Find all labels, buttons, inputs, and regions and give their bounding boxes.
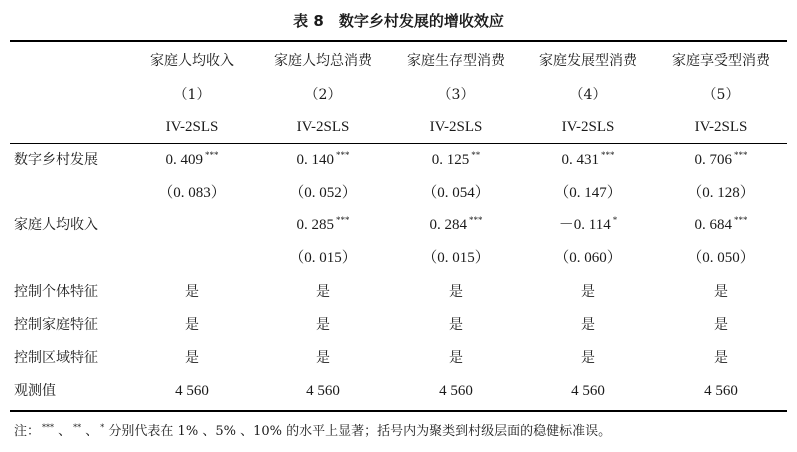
coefficient-cell [523,151,653,169]
observations-value: 4 560 [704,383,738,399]
table-title: 表 8 数字乡村发展的增收效应 [293,12,504,30]
coefficient-value: －0. 114 [558,217,611,233]
column-header-name: 家庭人均总消费 [274,53,372,69]
coefficient-value: 0. 285 [296,217,334,233]
significance-stars: * [612,215,618,225]
standard-error-cell: （0. 060） [554,250,622,266]
note-star-2: ** [73,422,82,432]
column-header-name: 家庭生存型消费 [407,53,505,69]
column-header-name: 家庭人均收入 [150,53,234,69]
standard-error-cell: （0. 015） [289,250,357,266]
column-header-method: IV-2SLS [296,119,350,135]
coefficient-cell [656,216,786,234]
column-header-number: （5） [702,87,740,103]
control-value: 是 [316,350,330,366]
column-header-method: IV-2SLS [694,119,748,135]
coefficient-value: 0. 431 [561,152,599,168]
table-note [14,420,611,439]
column-header-name: 家庭发展型消费 [539,53,637,69]
control-value: 是 [581,317,595,333]
observations-value: 4 560 [306,383,340,399]
coefficient-value: 0. 409 [165,152,203,168]
control-value: 是 [449,350,463,366]
note-star-1: *** [42,422,55,432]
coefficient-cell [656,151,786,169]
coefficient-cell [391,151,521,169]
column-header-number: （4） [569,87,607,103]
row-label: 数字乡村发展 [14,152,98,168]
column-header-number: （2） [304,87,342,103]
standard-error-cell: （0. 050） [687,250,755,266]
control-value: 是 [185,284,199,300]
coefficient-value: 0. 706 [694,152,732,168]
coefficient-cell [258,151,388,169]
control-row-label: 控制区域特征 [14,350,98,366]
standard-error-cell: （0. 054） [422,185,490,201]
control-value: 是 [449,317,463,333]
control-value: 是 [714,284,728,300]
control-value: 是 [714,317,728,333]
note-sep-1: 、 [54,424,72,439]
coefficient-value: 0. 125 [431,152,470,168]
standard-error-cell: （0. 052） [289,185,357,201]
note-prefix: 注： [14,424,41,439]
coefficient-value: 0. 684 [694,217,732,233]
column-header-method: IV-2SLS [165,119,219,135]
control-value: 是 [714,350,728,366]
observations-value: 4 560 [439,383,473,399]
column-header-name: 家庭享受型消费 [672,53,770,69]
significance-stars: *** [469,215,483,225]
note-text: 分别代表在 1% 、5% 、10% 的水平上显著；括号内为聚类到村级层面的稳健标准误。 [104,424,612,439]
coefficient-cell [127,151,257,169]
control-row-label: 控制家庭特征 [14,317,98,333]
column-header-number: （3） [437,87,475,103]
observations-value: 4 560 [571,383,605,399]
significance-stars: *** [336,215,350,225]
significance-stars: *** [734,150,748,160]
control-value: 是 [185,317,199,333]
standard-error-cell: （0. 015） [422,250,490,266]
observations-label: 观测值 [14,383,56,399]
control-value: 是 [316,284,330,300]
standard-error-cell: （0. 128） [687,185,755,201]
column-header-method: IV-2SLS [429,119,483,135]
header-rule [10,143,787,144]
standard-error-cell: （0. 147） [554,185,622,201]
control-row-label: 控制个体特征 [14,284,98,300]
control-value: 是 [581,350,595,366]
control-value: 是 [185,350,199,366]
coefficient-value: 0. 140 [296,152,334,168]
row-label: 家庭人均收入 [14,217,98,233]
significance-stars: *** [205,150,219,160]
significance-stars: ** [471,150,481,160]
significance-stars: *** [601,150,615,160]
standard-error-cell: （0. 083） [158,185,226,201]
coefficient-cell [258,216,388,234]
coefficient-cell [127,216,257,234]
note-sep-2: 、 [81,424,99,439]
note-star-3: * [100,422,105,432]
significance-stars: *** [336,150,350,160]
coefficient-cell [523,216,653,234]
column-header-number: （1） [173,87,211,103]
control-value: 是 [581,284,595,300]
column-header-method: IV-2SLS [561,119,615,135]
bottom-rule [10,410,787,412]
significance-stars: *** [734,215,748,225]
coefficient-value: 0. 284 [429,217,467,233]
top-rule [10,40,787,42]
control-value: 是 [449,284,463,300]
coefficient-cell [391,216,521,234]
control-value: 是 [316,317,330,333]
observations-value: 4 560 [175,383,209,399]
